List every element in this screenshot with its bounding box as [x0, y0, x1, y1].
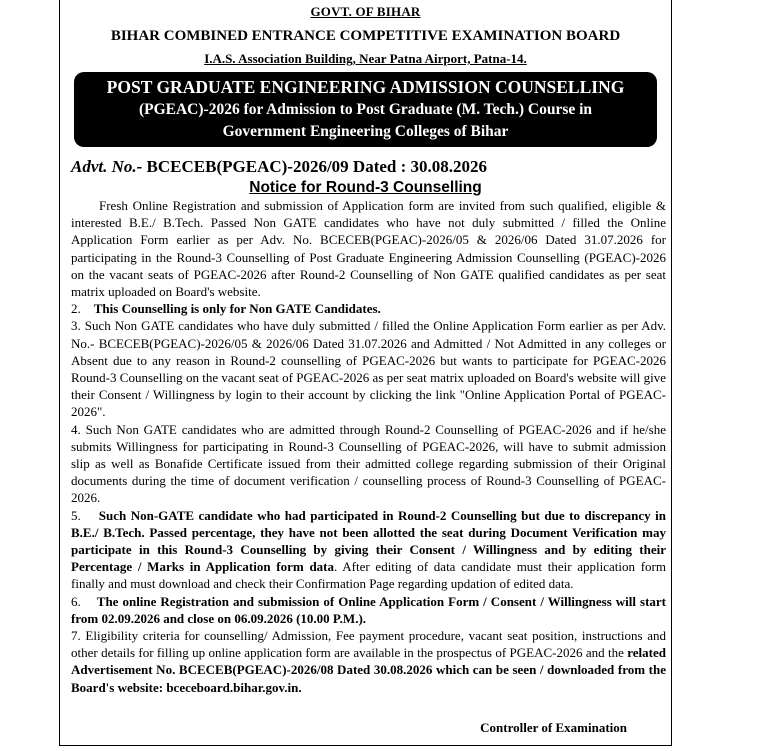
board-name: BIHAR COMBINED ENTRANCE COMPETITIVE EXAMINATION BOARD — [110, 28, 621, 44]
paragraph-7-start: 7. Eligibility criteria for counselling/ Admission, Fee payment procedure, vacant seat position, instructions and other details for filling up online application form are available in the prospectus of PGEAC-2026 and the — [71, 628, 666, 661]
title-banner — [74, 72, 657, 147]
signature: Controller of Examination — [480, 720, 627, 735]
banner-line-3: Government Engineering Colleges of Bihar — [222, 123, 509, 140]
govt-heading: GOVT. OF BIHAR — [310, 4, 421, 19]
paragraph-6 — [71, 593, 666, 627]
paragraph-6-text: The online Registration and submission of Online Application Form / Consent / Willingness will start from 02.09.2026 and close on 06.09.2026 (10.00 P.M.). — [71, 593, 666, 626]
notice-body — [71, 197, 666, 696]
paragraph-2-number: 2. — [71, 301, 81, 317]
paragraph-2-text: This Counselling is only for Non GATE Candidates. — [93, 301, 381, 317]
paragraph-5-number: 5. — [71, 507, 81, 523]
paragraph-5-rest: . After editing of data candidate must their application form finally and must download and check their Confirmation Page regarding updation of edited data. — [71, 559, 666, 592]
paragraph-4: 4. Such Non GATE candidates who are admitted through Round-2 Counselling of PGEAC-2026 and if he/she submits Willingness for participating in Round-3 Counselling of PGEAC-2026, will have to submit admission slip as well as Bonafide Certificate issued from their admitted college regarding submission of their Original documents during the time of document verification / counselling process of Round-3 Counselling of PGEAC-2026. — [71, 421, 666, 506]
advt-value: BCECEB(PGEAC)-2026/09 Dated : 30.08.2026 — [146, 157, 488, 176]
advertisement-number — [71, 157, 487, 177]
advt-label: Advt. No.- — [71, 157, 143, 176]
board-address: I.A.S. Association Building, Near Patna Airport, Patna-14. — [204, 51, 527, 66]
paragraph-3: 3. Such Non GATE candidates who have duly submitted / filled the Online Application Form earlier as per Adv. No.- BCECEB(PGEAC)-2026/05 & 2026/06 Dated 31.07.2026 and Admitted / Not Admitted in any colleges or Absent due to any reason in Round-2 counselling of PGEAC-2026 but wants to participate for PGEAC-2026 Round-3 Counselling on the vacant seat of PGEAC-2026 as per seat matrix uploaded on Board's website will give their Consent / Willingness by login to their account by clicking the link "Online Application Portal of PGEAC-2026". — [71, 318, 666, 420]
paragraph-5 — [71, 507, 666, 593]
paragraph-1: Fresh Online Registration and submission of Application form are invited from such qualified, eligible & interested B.E./ B.Tech. Passed Non GATE candidates who have not duly submitted / filled the Online Application Form earlier as per Adv. No. BCECEB(PGEAC)-2026/05 & 2026/06 Dated 31.07.2026 for participating in the Round-3 Counselling of Post Graduate Engineering Admission Counselling (PGEAC)-2026 on the vacant seats of PGEAC-2026 after Round-2 Counselling of Non GATE qualified candidates as per seat matrix uploaded on Board's website. — [71, 198, 666, 300]
paragraph-7 — [71, 627, 666, 696]
paragraph-7-bold: related Advertisement No. BCECEB(PGEAC)-2026/08 Dated 30.08.2026 which can be seen / downloaded from the Board's website: bceceboard.bihar.gov.in. — [71, 645, 666, 695]
banner-line-2: (PGEAC)-2026 for Admission to Post Graduate (M. Tech.) Course in — [138, 101, 593, 118]
paragraph-5-bold: Such Non-GATE candidate who had participated in Round-2 Counselling but due to discrepancy in B.E./ B.Tech. Passed percentage, they have not been allotted the seat during Document Verification may participate in this Round-3 Counselling by giving their Consent / Willingness and by editing their Percentage / Marks in Application form data — [71, 507, 667, 575]
paragraph-6-number: 6. — [71, 593, 81, 609]
paragraph-2 — [71, 300, 666, 317]
banner-line-1: POST GRADUATE ENGINEERING ADMISSION COUNSELLING — [106, 77, 625, 97]
notice-title: Notice for Round-3 Counselling — [249, 179, 482, 196]
notice-frame — [59, 0, 672, 746]
